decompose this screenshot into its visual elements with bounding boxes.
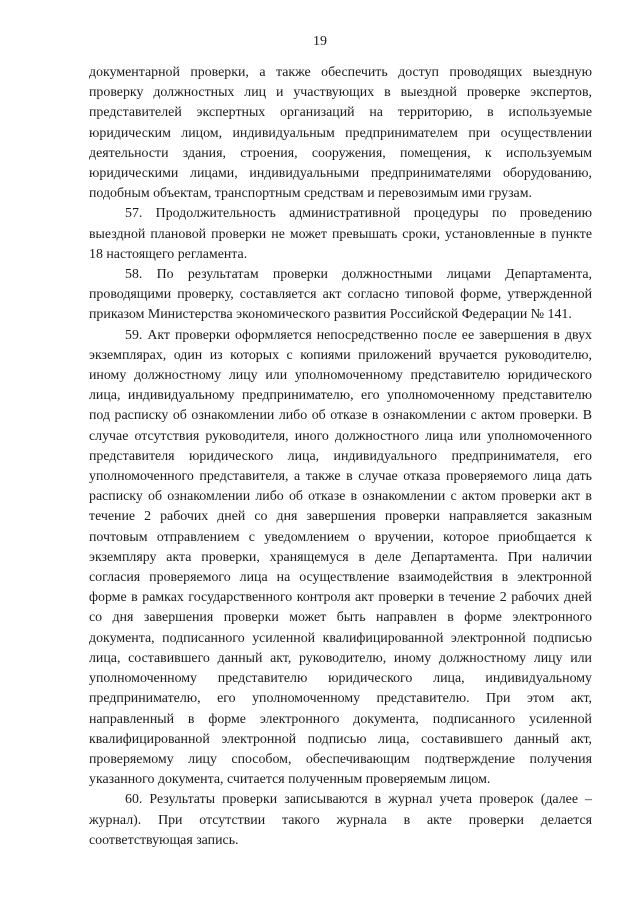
paragraph-57: 57. Продолжительность административной процедуры по проведению выездной плановой проверки не может превышать сроки, установленные в пункте 18 настоящего регламента. [89, 206, 592, 262]
paragraph-59: 59. Акт проверки оформляется непосредственно после ее завершения в двух экземплярах, один из которых с копиями приложений вручается руководителю, иному должностному лицу или уполномоченному представителю юридического лица, индивидуальному предпринимателю, его уполномоченному представителю под расписку об ознакомлении либо об отказе в ознакомлении с актом проверки. В случае отсутствия руководителя, иного должностного лица или уполномоченного представителя юридического лица, индивидуального предпринимателя, его уполномоченного представителя, а также в случае отказа проверяемого лица дать расписку об ознакомлении либо об отказе в ознакомлении с актом проверки акт в течение 2 рабочих дней со дня завершения проверки направляется заказным почтовым отправлением с уведомлением о вручении, которое приобщается к экземпляру акта проверки, хранящемуся в деле Департамента. При наличии согласия проверяемого лица на осуществление взаимодействия в электронной форме в рамках государственного контроля акт проверки в течение 2 рабочих дней со дня завершения проверки может быть направлен в форме электронного документа, подписанного усиленной квалифицированной электронной подписью лица, составившего данный акт, руководителю, иному должностному лицу или уполномоченному представителю юридического лица, индивидуальному предпринимателю, его уполномоченному представителю. При этом акт, направленный в форме электронного документа, подписанного усиленной квалифицированной электронной подписью лица, составившего данный акт, проверяемому лицу способом, обеспечивающим подтверждение получения указанного документа, считается полученным проверяемым лицом. [89, 327, 592, 788]
page-number: 19 [313, 34, 327, 49]
paragraph-continuation: документарной проверки, а также обеспечить доступ проводящих выездную проверку должностных лиц и участвующих в выездной проверке экспертов, представителей экспертных организаций на территорию, в используемые юридическим лицом, индивидуальным предпринимателем при осуществлении деятельности здания, строения, сооружения, помещения, к используемым юридическими лицами, индивидуальными предпринимателями оборудованию, подобным объектам, транспортным средствам и перевозимым ими грузам. [89, 65, 592, 202]
paragraph-60: 60. Результаты проверки записываются в журнал учета проверок (далее – журнал). При отсутствии такого журнала в акте проверки делается соответствующая запись. [89, 792, 592, 848]
paragraph-58: 58. По результатам проверки должностными лицами Департамента, проводящими проверку, составляется акт согласно типовой форме, утвержденной приказом Министерства экономического развития Российской Федерации № 141. [89, 267, 592, 323]
document-body [89, 63, 592, 851]
